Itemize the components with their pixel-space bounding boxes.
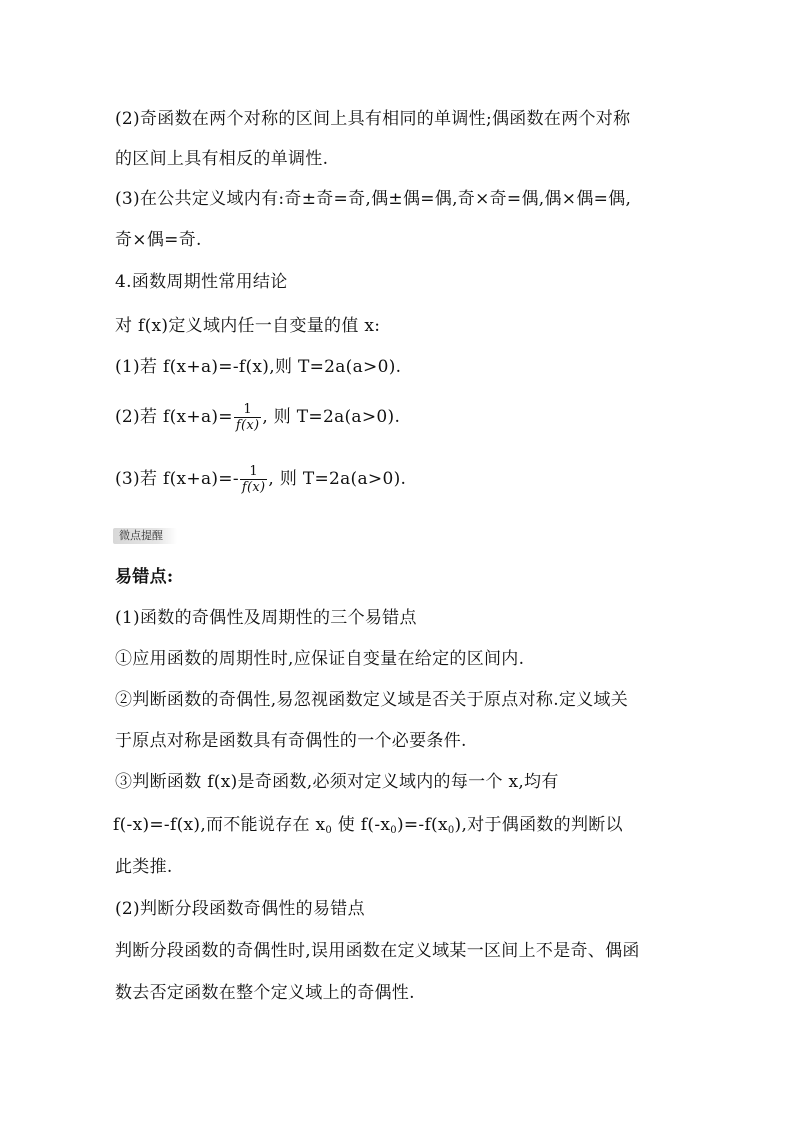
fraction [234,402,262,433]
text-line: 于原点对称是函数具有奇偶性的一个必要条件. [115,731,467,751]
text-line: (1)若 f(x+a)=-f(x),则 T=2a(a>0). [115,357,402,377]
errors-title: 易错点: [115,567,174,587]
text-line: 此类推. [115,857,173,877]
formula-suffix: , 则 T=2a(a>0). [262,407,401,427]
subscript: 0 [390,825,397,836]
text-line: 的区间上具有相反的单调性. [115,149,329,169]
tip-tag: 微点提醒 [113,528,177,544]
section-heading: 4.函数周期性常用结论 [115,272,288,292]
text-line: ③判断函数 f(x)是奇函数,必须对定义域内的每一个 x,均有 [115,772,559,792]
text-line: (3)在公共定义域内有:奇±奇=奇,偶±偶=偶,奇×奇=偶,偶×偶=偶, [115,189,632,209]
text-line: (1)函数的奇偶性及周期性的三个易错点 [115,608,417,628]
text-line: (2)判断分段函数奇偶性的易错点 [115,899,365,919]
formula-prefix: (3)若 f(x+a)=- [115,469,239,489]
text-segment: 使 f(-x [332,815,391,835]
text-line-with-subscripts [113,814,623,836]
text-segment: ),对于偶函数的判断以 [454,815,623,835]
text-line: 对 f(x)定义域内任一自变量的值 x: [115,316,381,336]
text-line: 数去否定函数在整个定义域上的奇偶性. [115,983,415,1003]
formula-line [115,402,400,433]
text-line: 判断分段函数的奇偶性时,误用函数在定义域某一区间上不是奇、偶函 [115,941,640,961]
subscript: 0 [325,825,333,836]
text-segment: f(-x)=-f(x),而不能说存在 x [113,815,326,835]
text-line: ②判断函数的奇偶性,易忽视函数定义域是否关于原点对称.定义域关 [115,690,629,710]
text-line: (2)奇函数在两个对称的区间上具有相同的单调性;偶函数在两个对称 [115,109,631,129]
formula-suffix: , 则 T=2a(a>0). [268,469,407,489]
fraction-numerator: 1 [234,402,262,418]
fraction-denominator: f(x) [241,480,266,495]
formula-prefix: (2)若 f(x+a)= [115,407,233,427]
text-segment: )=-f(x [396,815,448,835]
fraction [240,464,268,495]
fraction-numerator: 1 [240,464,268,480]
formula-line [115,464,406,495]
subscript: 0 [447,825,455,836]
fraction-denominator: f(x) [235,418,260,433]
text-line: 奇×偶=奇. [115,230,202,250]
text-line: ①应用函数的周期性时,应保证自变量在给定的区间内. [115,649,525,669]
